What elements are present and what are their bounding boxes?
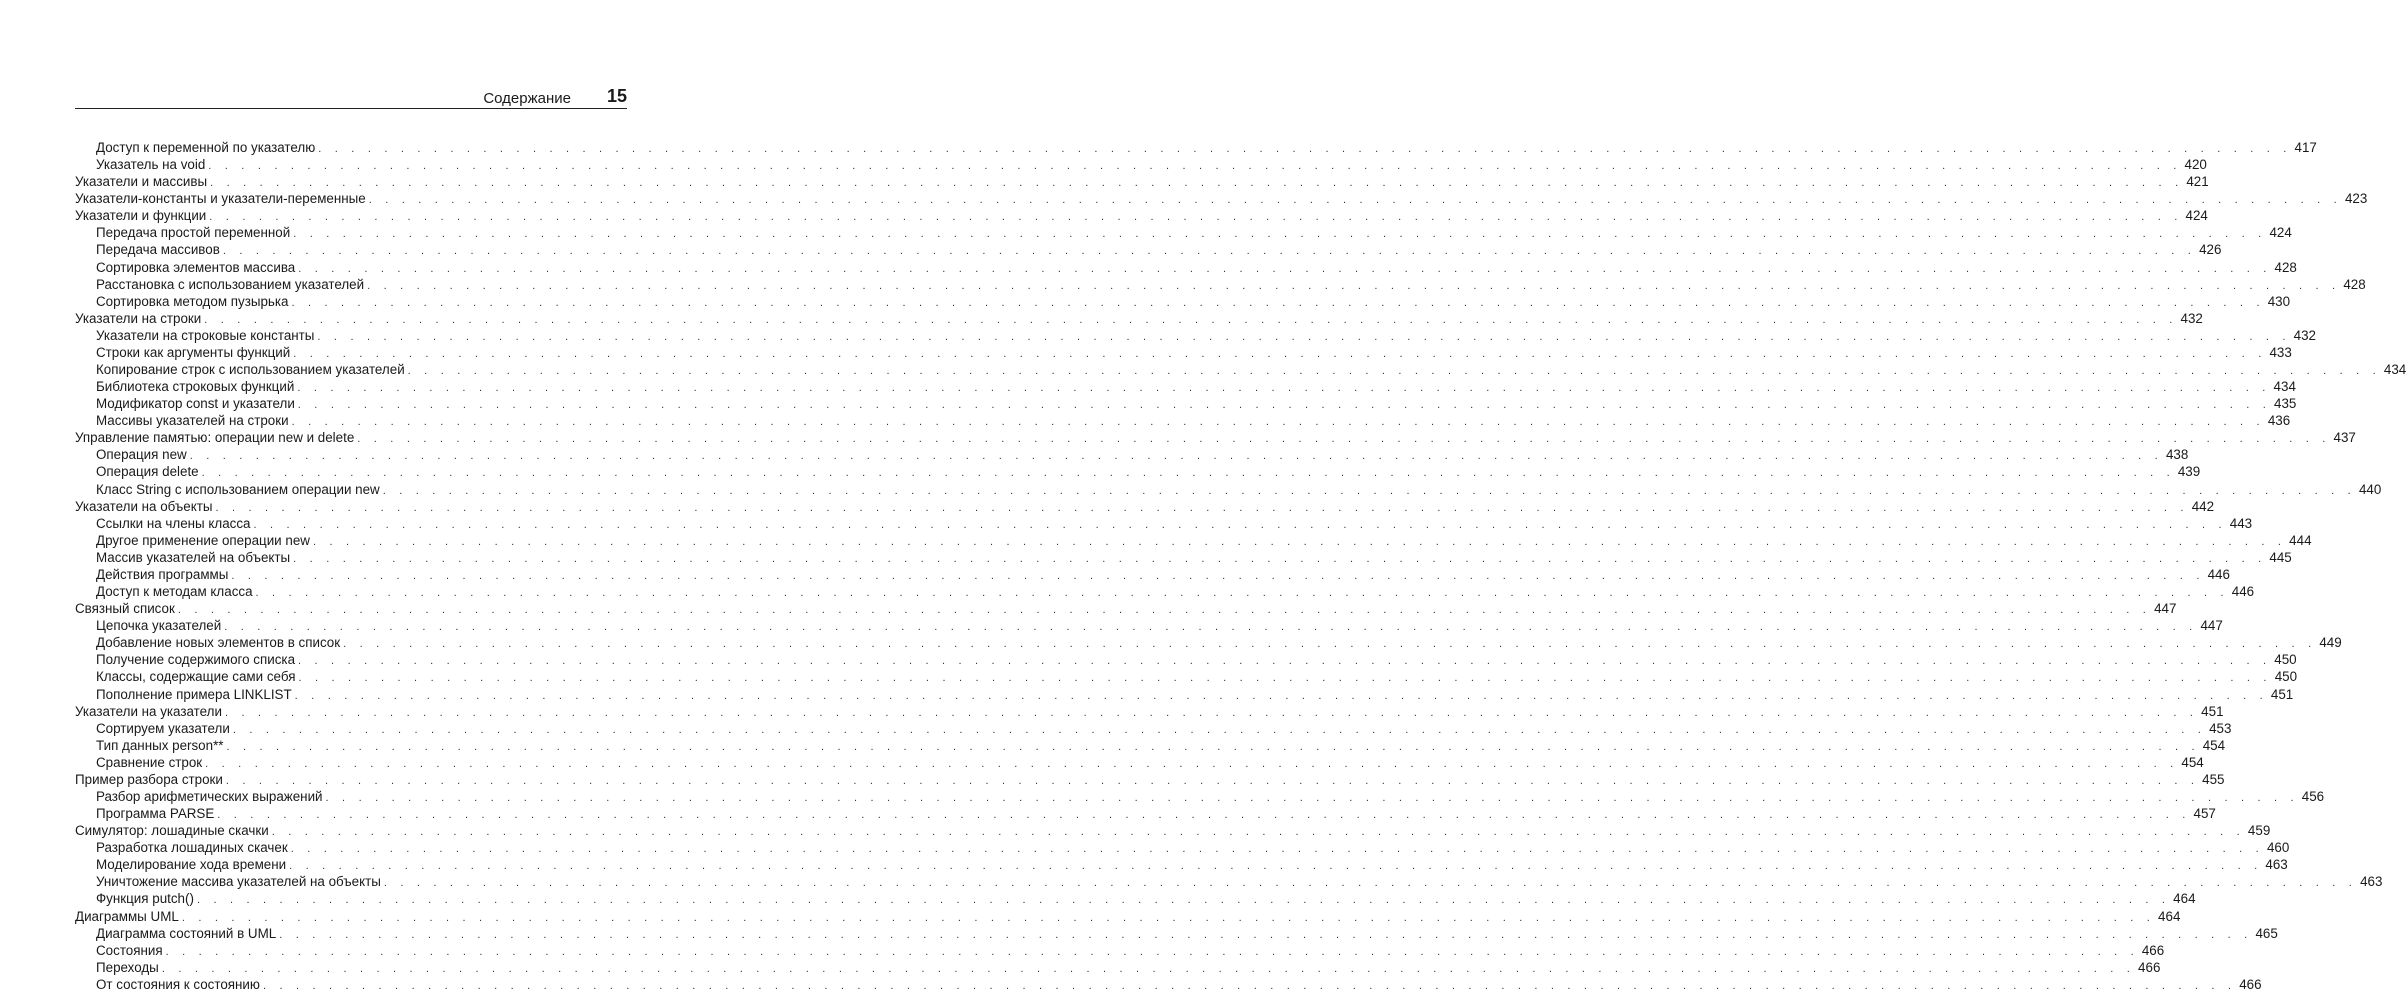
toc-entry-title: Доступ к переменной по указателю: [96, 140, 316, 155]
dot-leader: . . . . . . . . . . . . . . . . . . . . . . . . . . . . . . . . . . . . . . . . . . . . . . . . . . . . . . . . . . . . . . . . . . . . . . . . . . . . . . . . . . . . . . . . . . . . . . . . . . . . . . . . . . . . . . . . . . . . . . . .: [262, 979, 2237, 992]
toc-section: [75, 310, 2203, 327]
toc-entry-title: Операция new: [96, 447, 187, 463]
toc-subsection: [75, 668, 2298, 685]
toc-entry-title: Передача массивов: [96, 242, 220, 258]
toc-entry-page: 457: [2193, 806, 2216, 822]
toc-entry-title: Разработка лошадиных скачек: [96, 840, 288, 856]
toc-entry-page: 456: [2301, 788, 2325, 804]
toc-entry-page: 420: [2184, 157, 2207, 173]
dot-leader: . . . . . . . . . . . . . . . . . . . . . . . . . . . . . . . . . . . . . . . . . . . . . . . . . . . . . . . . . . . . . . . . . . . . . . . . . . . . . . . . . . . . . . . . . . . . . . . . . . . . . . . . . . . . . . . . . . . . . . . .: [383, 877, 2358, 890]
toc-entry-page: 421: [2186, 174, 2209, 190]
toc-entry-page: 432: [2180, 310, 2203, 326]
dot-leader: . . . . . . . . . . . . . . . . . . . . . . . . . . . . . . . . . . . . . . . . . . . . . . . . . . . . . . . . . . . . . . . . . . . . . . . . . . . . . . . . . . . . . . . . . . . . . . . . . . . . . . . . . . . . . . . . . . . . . . . .: [297, 382, 2271, 395]
toc-entry-page: 424: [2269, 225, 2292, 241]
toc-subsection: [75, 959, 2161, 976]
dot-leader: . . . . . . . . . . . . . . . . . . . . . . . . . . . . . . . . . . . . . . . . . . . . . . . . . . . . . . . . . . . . . . . . . . . . . . . . . . . . . . . . . . . . . . . . . . . . . . . . . . . . . . . . . . . . . . . . . . . . . . . .: [161, 962, 2136, 975]
dot-leader: . . . . . . . . . . . . . . . . . . . . . . . . . . . . . . . . . . . . . . . . . . . . . . . . . . . . . . . . . . . . . . . . . . . . . . . . . . . . . . . . . . . . . . . . . . . . . . . . . . . . . . . . . . . . . . . . . . . . . . . .: [357, 433, 2331, 446]
toc-entry-title: Сортируем указатели: [96, 720, 230, 736]
toc-subsection: [75, 583, 2255, 600]
dot-leader: . . . . . . . . . . . . . . . . . . . . . . . . . . . . . . . . . . . . . . . . . . . . . . . . . . . . . . . . . . . . . . . . . . . . . . . . . . . . . . . . . . . . . . . . . . . . . . . . . . . . . . . . . . . . . . . . . . . . . . . .: [217, 809, 2191, 822]
dot-leader: . . . . . . . . . . . . . . . . . . . . . . . . . . . . . . . . . . . . . . . . . . . . . . . . . . . . . . . . . . . . . . . . . . . . . . . . . . . . . . . . . . . . . . . . . . . . . . . . . . . . . . . . . . . . . . . . . . . . . . . .: [298, 262, 2272, 275]
toc-entry-page: 463: [2265, 857, 2288, 873]
toc-entry-title: Пример разбора строки: [75, 771, 223, 787]
toc-entry-page: 434: [2273, 379, 2296, 395]
toc-entry-title: Состояния: [96, 942, 163, 958]
toc-entry-title: Передача простой переменной: [96, 225, 291, 241]
toc-entry-page: 424: [2185, 208, 2208, 224]
toc-entry-title: Управление памятью: операции new и delete: [75, 430, 355, 446]
dot-leader: . . . . . . . . . . . . . . . . . . . . . . . . . . . . . . . . . . . . . . . . . . . . . . . . . . . . . . . . . . . . . . . . . . . . . . . . . . . . . . . . . . . . . . . . . . . . . . . . . . . . . . . . . . . . . . . . . . . . . . . .: [271, 826, 2245, 839]
dot-leader: . . . . . . . . . . . . . . . . . . . . . . . . . . . . . . . . . . . . . . . . . . . . . . . . . . . . . . . . . . . . . . . . . . . . . . . . . . . . . . . . . . . . . . . . . . . . . . . . . . . . . . . . . . . . . . . . . . . . . . . .: [291, 416, 2265, 429]
dot-leader: . . . . . . . . . . . . . . . . . . . . . . . . . . . . . . . . . . . . . . . . . . . . . . . . . . . . . . . . . . . . . . . . . . . . . . . . . . . . . . . . . . . . . . . . . . . . . . . . . . . . . . . . . . . . . . . . . . . . . . . .: [224, 706, 2199, 719]
toc-entry-page: 430: [2267, 293, 2291, 309]
toc-entry-title: Тип данных person**: [96, 737, 224, 753]
dot-leader: . . . . . . . . . . . . . . . . . . . . . . . . . . . . . . . . . . . . . . . . . . . . . . . . . . . . . . . . . . . . . . . . . . . . . . . . . . . . . . . . . . . . . . . . . . . . . . . . . . . . . . . . . . . . . . . . . . . . . . . .: [382, 484, 2356, 497]
toc-subsection: [75, 805, 2216, 822]
toc-entry-page: 439: [2177, 464, 2201, 480]
toc-entry-page: 453: [2209, 720, 2232, 736]
toc-entry-page: 443: [2229, 515, 2253, 531]
toc-entry-title: Переходы: [96, 959, 159, 975]
dot-leader: . . . . . . . . . . . . . . . . . . . . . . . . . . . . . . . . . . . . . . . . . . . . . . . . . . . . . . . . . . . . . . . . . . . . . . . . . . . . . . . . . . . . . . . . . . . . . . . . . . . . . . . . . . . . . . . . . . . . . . . .: [208, 160, 2182, 173]
toc-section: [75, 190, 2368, 207]
toc-entry-title: Сравнение строк: [96, 754, 203, 770]
toc-entry-title: Класс String с использованием операции new: [96, 481, 380, 497]
dot-leader: . . . . . . . . . . . . . . . . . . . . . . . . . . . . . . . . . . . . . . . . . . . . . . . . . . . . . . . . . . . . . . . . . . . . . . . . . . . . . . . . . . . . . . . . . . . . . . . . . . . . . . . . . . . . . . . . . . . . . . . .: [312, 535, 2287, 548]
toc-entry-page: 447: [2154, 601, 2177, 617]
dot-leader: . . . . . . . . . . . . . . . . . . . . . . . . . . . . . . . . . . . . . . . . . . . . . . . . . . . . . . . . . . . . . . . . . . . . . . . . . . . . . . . . . . . . . . . . . . . . . . . . . . . . . . . . . . . . . . . . . . . . . . . .: [165, 945, 2139, 958]
toc-subsection: [75, 412, 2291, 429]
toc-entry-title: Диаграмма состояний в UML: [96, 925, 277, 941]
dot-leader: . . . . . . . . . . . . . . . . . . . . . . . . . . . . . . . . . . . . . . . . . . . . . . . . . . . . . . . . . . . . . . . . . . . . . . . . . . . . . . . . . . . . . . . . . . . . . . . . . . . . . . . . . . . . . . . . . . . . . . . .: [293, 228, 2267, 241]
dot-leader: . . . . . . . . . . . . . . . . . . . . . . . . . . . . . . . . . . . . . . . . . . . . . . . . . . . . . . . . . . . . . . . . . . . . . . . . . . . . . . . . . . . . . . . . . . . . . . . . . . . . . . . . . . . . . . . . . . . . . . . .: [297, 399, 2272, 412]
toc-subsection: [75, 942, 2165, 959]
toc-entry-title: Разбор арифметических выражений: [96, 788, 323, 804]
toc-subsection: [75, 634, 2342, 651]
toc-entry-page: 466: [2141, 942, 2165, 958]
toc-entry-page: 440: [2358, 481, 2382, 497]
toc-subsection: [75, 720, 2232, 737]
toc-entry-title: Сортировка методом пузырька: [96, 293, 289, 309]
toc-entry-page: 465: [2255, 925, 2278, 941]
page-number: 15: [606, 86, 627, 106]
toc-subsection: [75, 856, 2288, 873]
dot-leader: . . . . . . . . . . . . . . . . . . . . . . . . . . . . . . . . . . . . . . . . . . . . . . . . . . . . . . . . . . . . . . . . . . . . . . . . . . . . . . . . . . . . . . . . . . . . . . . . . . . . . . . . . . . . . . . . . . . . . . . .: [255, 587, 2229, 600]
toc-subsection: [75, 925, 2278, 942]
dot-leader: . . . . . . . . . . . . . . . . . . . . . . . . . . . . . . . . . . . . . . . . . . . . . . . . . . . . . . . . . . . . . . . . . . . . . . . . . . . . . . . . . . . . . . . . . . . . . . . . . . . . . . . . . . . . . . . . . . . . . . . .: [231, 569, 2205, 582]
toc-entry-page: 451: [2270, 686, 2294, 702]
dot-leader: . . . . . . . . . . . . . . . . . . . . . . . . . . . . . . . . . . . . . . . . . . . . . . . . . . . . . . . . . . . . . . . . . . . . . . . . . . . . . . . . . . . . . . . . . . . . . . . . . . . . . . . . . . . . . . . . . . . . . . . .: [205, 757, 2179, 770]
toc-subsection: [75, 481, 2382, 498]
toc-section: [75, 207, 2208, 224]
toc-entry-title: Действия программы: [96, 566, 229, 582]
toc-entry-title: Указатели на объекты: [75, 498, 213, 514]
toc-subsection: [75, 224, 2292, 241]
toc-entry-page: 423: [2344, 191, 2368, 207]
toc-entry-page: 463: [2360, 874, 2383, 890]
toc-subsection: [75, 737, 2226, 754]
toc-entry-page: 464: [2173, 891, 2196, 907]
toc-subsection: [75, 344, 2292, 361]
toc-entry-title: От состояния к состоянию: [96, 976, 260, 992]
toc-entry-page: 445: [2269, 549, 2292, 565]
table-of-contents: [75, 139, 2406, 993]
header-title: Содержание: [483, 90, 571, 107]
dot-leader: . . . . . . . . . . . . . . . . . . . . . . . . . . . . . . . . . . . . . . . . . . . . . . . . . . . . . . . . . . . . . . . . . . . . . . . . . . . . . . . . . . . . . . . . . . . . . . . . . . . . . . . . . . . . . . . . . . . . . . . .: [290, 843, 2264, 856]
toc-entry-page: 460: [2266, 840, 2290, 856]
dot-leader: . . . . . . . . . . . . . . . . . . . . . . . . . . . . . . . . . . . . . . . . . . . . . . . . . . . . . . . . . . . . . . . . . . . . . . . . . . . . . . . . . . . . . . . . . . . . . . . . . . . . . . . . . . . . . . . . . . . . . . . .: [367, 279, 2341, 292]
toc-entry-title: Сортировка элементов массива: [96, 259, 296, 275]
toc-entry-page: 449: [2319, 635, 2342, 651]
dot-leader: . . . . . . . . . . . . . . . . . . . . . . . . . . . . . . . . . . . . . . . . . . . . . . . . . . . . . . . . . . . . . . . . . . . . . . . . . . . . . . . . . . . . . . . . . . . . . . . . . . . . . . . . . . . . . . . . . . . . . . . .: [204, 313, 2178, 326]
dot-leader: . . . . . . . . . . . . . . . . . . . . . . . . . . . . . . . . . . . . . . . . . . . . . . . . . . . . . . . . . . . . . . . . . . . . . . . . . . . . . . . . . . . . . . . . . . . . . . . . . . . . . . . . . . . . . . . . . . . . . . . .: [232, 723, 2207, 736]
toc-entry-title: Операция delete: [96, 464, 199, 480]
toc-entry-title: Модификатор const и указатели: [96, 396, 295, 412]
toc-entry-title: Библиотека строковых функций: [96, 379, 295, 395]
toc-entry-title: Указатели на строковые константы: [96, 327, 315, 343]
toc-subsection: [75, 617, 2223, 634]
dot-leader: . . . . . . . . . . . . . . . . . . . . . . . . . . . . . . . . . . . . . . . . . . . . . . . . . . . . . . . . . . . . . . . . . . . . . . . . . . . . . . . . . . . . . . . . . . . . . . . . . . . . . . . . . . . . . . . . . . . . . . . .: [407, 365, 2381, 378]
dot-leader: . . . . . . . . . . . . . . . . . . . . . . . . . . . . . . . . . . . . . . . . . . . . . . . . . . . . . . . . . . . . . . . . . . . . . . . . . . . . . . . . . . . . . . . . . . . . . . . . . . . . . . . . . . . . . . . . . . . . . . . .: [293, 347, 2267, 360]
toc-entry-page: 466: [2239, 976, 2262, 992]
toc-entry-page: 426: [2199, 242, 2222, 258]
toc-entry-title: Указатели на строки: [75, 310, 202, 326]
toc-entry-page: 464: [2158, 908, 2181, 924]
dot-leader: . . . . . . . . . . . . . . . . . . . . . . . . . . . . . . . . . . . . . . . . . . . . . . . . . . . . . . . . . . . . . . . . . . . . . . . . . . . . . . . . . . . . . . . . . . . . . . . . . . . . . . . . . . . . . . . . . . . . . . . .: [224, 621, 2198, 634]
dot-leader: . . . . . . . . . . . . . . . . . . . . . . . . . . . . . . . . . . . . . . . . . . . . . . . . . . . . . . . . . . . . . . . . . . . . . . . . . . . . . . . . . . . . . . . . . . . . . . . . . . . . . . . . . . . . . . . . . . . . . . . .: [189, 450, 2163, 463]
running-header: [75, 84, 627, 109]
toc-entry-title: Симулятор: лошадиные скачки: [75, 823, 269, 839]
dot-leader: . . . . . . . . . . . . . . . . . . . . . . . . . . . . . . . . . . . . . . . . . . . . . . . . . . . . . . . . . . . . . . . . . . . . . . . . . . . . . . . . . . . . . . . . . . . . . . . . . . . . . . . . . . . . . . . . . . . . . . . .: [177, 604, 2152, 617]
toc-entry-page: 432: [2293, 327, 2316, 343]
toc-subsection: [75, 259, 2297, 276]
toc-entry-title: Диаграммы UML: [75, 908, 179, 924]
dot-leader: . . . . . . . . . . . . . . . . . . . . . . . . . . . . . . . . . . . . . . . . . . . . . . . . . . . . . . . . . . . . . . . . . . . . . . . . . . . . . . . . . . . . . . . . . . . . . . . . . . . . . . . . . . . . . . . . . . . . . . . .: [317, 330, 2291, 343]
dot-leader: . . . . . . . . . . . . . . . . . . . . . . . . . . . . . . . . . . . . . . . . . . . . . . . . . . . . . . . . . . . . . . . . . . . . . . . . . . . . . . . . . . . . . . . . . . . . . . . . . . . . . . . . . . . . . . . . . . . . . . . .: [325, 791, 2299, 804]
dot-leader: . . . . . . . . . . . . . . . . . . . . . . . . . . . . . . . . . . . . . . . . . . . . . . . . . . . . . . . . . . . . . . . . . . . . . . . . . . . . . . . . . . . . . . . . . . . . . . . . . . . . . . . . . . . . . . . . . . . . . . . .: [226, 740, 2200, 753]
dot-leader: . . . . . . . . . . . . . . . . . . . . . . . . . . . . . . . . . . . . . . . . . . . . . . . . . . . . . . . . . . . . . . . . . . . . . . . . . . . . . . . . . . . . . . . . . . . . . . . . . . . . . . . . . . . . . . . . . . . . . . . .: [253, 518, 2227, 531]
dot-leader: . . . . . . . . . . . . . . . . . . . . . . . . . . . . . . . . . . . . . . . . . . . . . . . . . . . . . . . . . . . . . . . . . . . . . . . . . . . . . . . . . . . . . . . . . . . . . . . . . . . . . . . . . . . . . . . . . . . . . . . .: [279, 928, 2253, 941]
toc-entry-page: 466: [2138, 959, 2161, 975]
toc-entry-page: 435: [2274, 396, 2297, 412]
toc-subsection: [75, 890, 2196, 907]
toc-entry-title: Указатели-константы и указатели-переменные: [75, 191, 366, 207]
toc-entry-title: Доступ к методам класса: [96, 584, 253, 600]
toc-subsection: [75, 754, 2204, 771]
toc-entry-page: 459: [2247, 823, 2271, 839]
toc-entry-page: 450: [2274, 669, 2298, 685]
toc-entry-page: 437: [2333, 430, 2356, 446]
toc-entry-title: Цепочка указателей: [96, 618, 222, 634]
toc-entry-page: 446: [2207, 566, 2230, 582]
toc-entry-title: Указатели и массивы: [75, 174, 208, 190]
toc-section: [75, 498, 2215, 515]
toc-entry-title: Добавление новых элементов в список: [96, 635, 341, 651]
dot-leader: . . . . . . . . . . . . . . . . . . . . . . . . . . . . . . . . . . . . . . . . . . . . . . . . . . . . . . . . . . . . . . . . . . . . . . . . . . . . . . . . . . . . . . . . . . . . . . . . . . . . . . . . . . . . . . . . . . . . . . . .: [343, 638, 2317, 651]
toc-subsection: [75, 532, 2312, 549]
toc-entry-title: Указатели на указатели: [75, 703, 222, 719]
toc-entry-title: Программа PARSE: [96, 806, 215, 822]
toc-entry-page: 450: [2274, 652, 2297, 668]
toc-subsection: [75, 549, 2292, 566]
dot-leader: . . . . . . . . . . . . . . . . . . . . . . . . . . . . . . . . . . . . . . . . . . . . . . . . . . . . . . . . . . . . . . . . . . . . . . . . . . . . . . . . . . . . . . . . . . . . . . . . . . . . . . . . . . . . . . . . . . . . . . . .: [298, 672, 2272, 685]
dot-leader: . . . . . . . . . . . . . . . . . . . . . . . . . . . . . . . . . . . . . . . . . . . . . . . . . . . . . . . . . . . . . . . . . . . . . . . . . . . . . . . . . . . . . . . . . . . . . . . . . . . . . . . . . . . . . . . . . . . . . . . .: [201, 467, 2175, 480]
toc-subsection: [75, 378, 2296, 395]
toc-entry-page: 446: [2231, 584, 2255, 600]
toc-entry-title: Пополнение примера LINKLIST: [96, 686, 292, 702]
dot-leader: . . . . . . . . . . . . . . . . . . . . . . . . . . . . . . . . . . . . . . . . . . . . . . . . . . . . . . . . . . . . . . . . . . . . . . . . . . . . . . . . . . . . . . . . . . . . . . . . . . . . . . . . . . . . . . . . . . . . . . . .: [196, 894, 2171, 907]
toc-entry-page: 454: [2202, 737, 2226, 753]
toc-entry-title: Строки как аргументы функций: [96, 344, 291, 360]
toc-subsection: [75, 515, 2253, 532]
dot-leader: . . . . . . . . . . . . . . . . . . . . . . . . . . . . . . . . . . . . . . . . . . . . . . . . . . . . . . . . . . . . . . . . . . . . . . . . . . . . . . . . . . . . . . . . . . . . . . . . . . . . . . . . . . . . . . . . . . . . . . . .: [318, 143, 2292, 155]
dot-leader: . . . . . . . . . . . . . . . . . . . . . . . . . . . . . . . . . . . . . . . . . . . . . . . . . . . . . . . . . . . . . . . . . . . . . . . . . . . . . . . . . . . . . . . . . . . . . . . . . . . . . . . . . . . . . . . . . . . . . . . .: [181, 911, 2156, 924]
toc-entry-title: Указатели и функции: [75, 208, 207, 224]
toc-entry-page: 447: [2200, 618, 2223, 634]
dot-leader: . . . . . . . . . . . . . . . . . . . . . . . . . . . . . . . . . . . . . . . . . . . . . . . . . . . . . . . . . . . . . . . . . . . . . . . . . . . . . . . . . . . . . . . . . . . . . . . . . . . . . . . . . . . . . . . . . . . . . . . .: [209, 211, 2183, 224]
toc-entry-title: Моделирование хода времени: [96, 857, 287, 873]
toc-entry-title: Получение содержимого списка: [96, 652, 296, 668]
toc-entry-title: Уничтожение массива указателей на объекты: [96, 874, 381, 890]
toc-entry-page: 434: [2383, 362, 2406, 378]
toc-entry-title: Указатель на void: [96, 157, 206, 173]
toc-entry-title: Связный список: [75, 601, 175, 617]
toc-subsection: [75, 327, 2316, 344]
toc-subsection: [75, 361, 2406, 378]
toc-subsection: [75, 651, 2297, 668]
toc-entry-title: Массивы указателей на строки: [96, 413, 289, 429]
toc-subsection: [75, 976, 2262, 993]
dot-leader: . . . . . . . . . . . . . . . . . . . . . . . . . . . . . . . . . . . . . . . . . . . . . . . . . . . . . . . . . . . . . . . . . . . . . . . . . . . . . . . . . . . . . . . . . . . . . . . . . . . . . . . . . . . . . . . . . . . . . . . .: [225, 774, 2200, 787]
toc-entry-page: 417: [2294, 140, 2317, 155]
toc-entry-page: 428: [2274, 259, 2297, 275]
toc-entry-title: Массив указателей на объекты: [96, 549, 291, 565]
toc-entry-page: 444: [2289, 532, 2312, 548]
toc-entry-title: Классы, содержащие сами себя: [96, 669, 296, 685]
dot-leader: . . . . . . . . . . . . . . . . . . . . . . . . . . . . . . . . . . . . . . . . . . . . . . . . . . . . . . . . . . . . . . . . . . . . . . . . . . . . . . . . . . . . . . . . . . . . . . . . . . . . . . . . . . . . . . . . . . . . . . . .: [298, 655, 2272, 668]
toc-entry-page: 451: [2201, 703, 2224, 719]
dot-leader: . . . . . . . . . . . . . . . . . . . . . . . . . . . . . . . . . . . . . . . . . . . . . . . . . . . . . . . . . . . . . . . . . . . . . . . . . . . . . . . . . . . . . . . . . . . . . . . . . . . . . . . . . . . . . . . . . . . . . . . .: [210, 177, 2184, 190]
toc-subsection: [75, 463, 2201, 480]
toc-section: [75, 908, 2181, 925]
toc-subsection: [75, 788, 2325, 805]
toc-subsection: [75, 139, 2317, 156]
toc-section: [75, 429, 2356, 446]
toc-entry-page: 433: [2269, 344, 2292, 360]
toc-subsection: [75, 276, 2366, 293]
dot-leader: . . . . . . . . . . . . . . . . . . . . . . . . . . . . . . . . . . . . . . . . . . . . . . . . . . . . . . . . . . . . . . . . . . . . . . . . . . . . . . . . . . . . . . . . . . . . . . . . . . . . . . . . . . . . . . . . . . . . . . . .: [294, 689, 2268, 702]
toc-subsection: [75, 241, 2222, 258]
toc-subsection: [75, 395, 2297, 412]
toc-subsection: [75, 686, 2294, 703]
toc-subsection: [75, 156, 2207, 173]
dot-leader: . . . . . . . . . . . . . . . . . . . . . . . . . . . . . . . . . . . . . . . . . . . . . . . . . . . . . . . . . . . . . . . . . . . . . . . . . . . . . . . . . . . . . . . . . . . . . . . . . . . . . . . . . . . . . . . . . . . . . . . .: [291, 296, 2265, 309]
toc-entry-page: 454: [2181, 754, 2204, 770]
toc-subsection: [75, 446, 2189, 463]
dot-leader: . . . . . . . . . . . . . . . . . . . . . . . . . . . . . . . . . . . . . . . . . . . . . . . . . . . . . . . . . . . . . . . . . . . . . . . . . . . . . . . . . . . . . . . . . . . . . . . . . . . . . . . . . . . . . . . . . . . . . . . .: [293, 552, 2267, 565]
toc-entry-page: 455: [2202, 771, 2225, 787]
toc-section: [75, 600, 2177, 617]
toc-entry-page: 428: [2343, 276, 2366, 292]
toc-entry-page: 436: [2267, 413, 2291, 429]
dot-leader: . . . . . . . . . . . . . . . . . . . . . . . . . . . . . . . . . . . . . . . . . . . . . . . . . . . . . . . . . . . . . . . . . . . . . . . . . . . . . . . . . . . . . . . . . . . . . . . . . . . . . . . . . . . . . . . . . . . . . . . .: [368, 194, 2342, 207]
toc-subsection: [75, 873, 2383, 890]
toc-section: [75, 822, 2271, 839]
toc-section: [75, 173, 2209, 190]
toc-section: [75, 703, 2224, 720]
toc-section: [75, 771, 2225, 788]
toc-entry-title: Другое применение операции new: [96, 532, 310, 548]
toc-entry-page: 442: [2191, 498, 2215, 514]
toc-subsection: [75, 293, 2291, 310]
toc-entry-title: Функция putch(): [96, 891, 194, 907]
dot-leader: . . . . . . . . . . . . . . . . . . . . . . . . . . . . . . . . . . . . . . . . . . . . . . . . . . . . . . . . . . . . . . . . . . . . . . . . . . . . . . . . . . . . . . . . . . . . . . . . . . . . . . . . . . . . . . . . . . . . . . . .: [222, 245, 2197, 258]
toc-subsection: [75, 566, 2230, 583]
dot-leader: . . . . . . . . . . . . . . . . . . . . . . . . . . . . . . . . . . . . . . . . . . . . . . . . . . . . . . . . . . . . . . . . . . . . . . . . . . . . . . . . . . . . . . . . . . . . . . . . . . . . . . . . . . . . . . . . . . . . . . . .: [289, 860, 2263, 873]
toc-entry-page: 438: [2165, 447, 2189, 463]
dot-leader: . . . . . . . . . . . . . . . . . . . . . . . . . . . . . . . . . . . . . . . . . . . . . . . . . . . . . . . . . . . . . . . . . . . . . . . . . . . . . . . . . . . . . . . . . . . . . . . . . . . . . . . . . . . . . . . . . . . . . . . .: [215, 501, 2189, 514]
toc-entry-title: Ссылки на члены класса: [96, 515, 251, 531]
toc-entry-title: Расстановка с использованием указателей: [96, 276, 365, 292]
toc-subsection: [75, 839, 2290, 856]
toc-entry-title: Копирование строк с использованием указателей: [96, 362, 405, 378]
